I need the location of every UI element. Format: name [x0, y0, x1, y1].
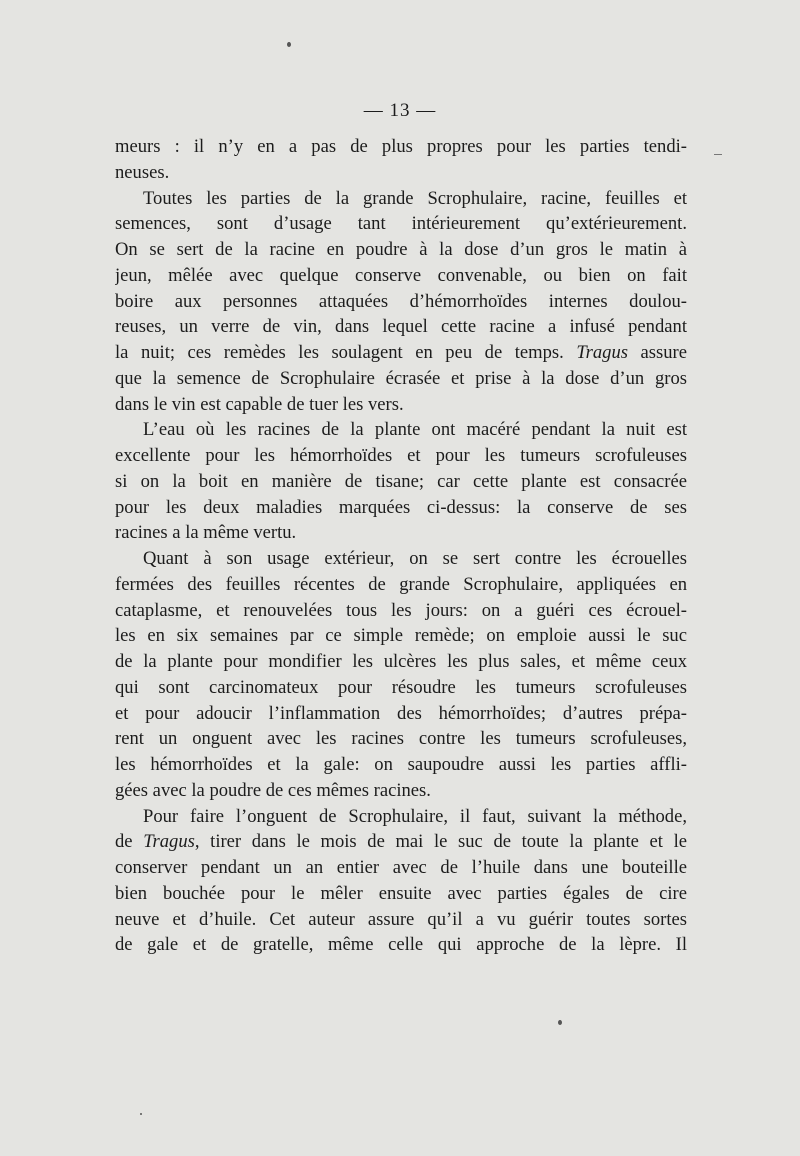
text-line: On se sert de la racine en poudre à la dose d’un gros le matin à — [115, 239, 687, 260]
author-name: Tragus — [576, 342, 629, 363]
text-line: rent un onguent avec les racines contre les tumeurs scrofuleuses, — [115, 728, 687, 750]
text-line: de la plante pour mondifier les ulcères les plus sales, et même ceux — [115, 651, 687, 672]
text-line: si on la boit en manière de tisane; car cette plante est consacrée — [115, 470, 687, 492]
text-line: et pour adoucir l’inflammation des hémorrhoïdes; d’autres prépa- — [115, 702, 687, 724]
text-line: qui sont carcinomateux pour résoudre les tumeurs scrofuleuses — [115, 676, 687, 698]
text-line: excellente pour les hémorrhoïdes et pour les tumeurs scrofuleuses — [115, 445, 687, 466]
scan-speck — [287, 42, 291, 47]
text-line: que la semence de Scrophulaire écrasée et prise à la dose d’un gros — [115, 367, 687, 389]
text-line: jeun, mêlée avec quelque conserve convenable, ou bien on fait — [115, 264, 687, 286]
body-text — [115, 134, 687, 958]
text-line: bien bouchée pour le mêler ensuite avec parties égales de cire — [115, 882, 687, 904]
text-line: conserver pendant un an entier avec de l’huile dans une bouteille — [115, 857, 687, 878]
scan-mark — [714, 154, 722, 155]
text-line: pour les deux maladies marquées ci-dessus: la conserve de ses — [115, 496, 687, 518]
text-line: de gale et de gratelle, même celle qui approche de la lèpre. Il — [115, 934, 687, 956]
text-line: neuses. — [115, 161, 170, 183]
text-line: les en six semaines par ce simple remède; on emploie aussi le suc — [115, 625, 687, 647]
text-line: Quant à son usage extérieur, on se sert contre les écrouelles — [143, 548, 687, 569]
text-line: dans le vin est capable de tuer les vers. — [115, 393, 404, 415]
text-line: Toutes les parties de la grande Scrophulaire, racine, feuilles et — [143, 187, 687, 209]
text-line: Pour faire l’onguent de Scrophulaire, il faut, suivant la méthode, — [143, 805, 687, 827]
text-line: fermées des feuilles récentes de grande Scrophulaire, appliquées en — [115, 573, 687, 595]
scan-speck — [558, 1020, 562, 1025]
text-line: neuve et d’huile. Cet auteur assure qu’il a vu guérir toutes sortes — [115, 908, 687, 930]
text-line: semences, sont d’usage tant intérieurement qu’extérieurement. — [115, 213, 687, 235]
text-line: L’eau où les racines de la plante ont macéré pendant la nuit est — [143, 419, 687, 441]
text-line: les hémorrhoïdes et la gale: on saupoudre aussi les parties affli- — [115, 754, 687, 775]
text-line: racines a la même vertu. — [115, 522, 297, 544]
text-line: cataplasme, et renouvelées tous les jours: on a guéri ces écrouel- — [115, 599, 687, 621]
text-line: boire aux personnes attaquées d’hémorrhoïdes internes doulou- — [115, 290, 687, 312]
page-number-header — [0, 100, 800, 122]
text-line: reuses, un verre de vin, dans lequel cette racine a infusé pendant — [115, 316, 687, 338]
page-number: — 13 — — [363, 100, 437, 121]
text-line: de Tragus, tirer dans le mois de mai le suc de toute la plante et le — [115, 831, 687, 853]
scan-speck — [140, 1113, 142, 1115]
text-line-tragus: la nuit; ces remèdes les soulagent en peu de temps. Tragus assure — [115, 342, 687, 363]
text-line: meurs : il n’y en a pas de plus propres pour les parties tendi- — [115, 136, 687, 157]
text-line: gées avec la poudre de ces mêmes racines. — [115, 779, 431, 801]
author-name: Tragus — [143, 831, 195, 853]
